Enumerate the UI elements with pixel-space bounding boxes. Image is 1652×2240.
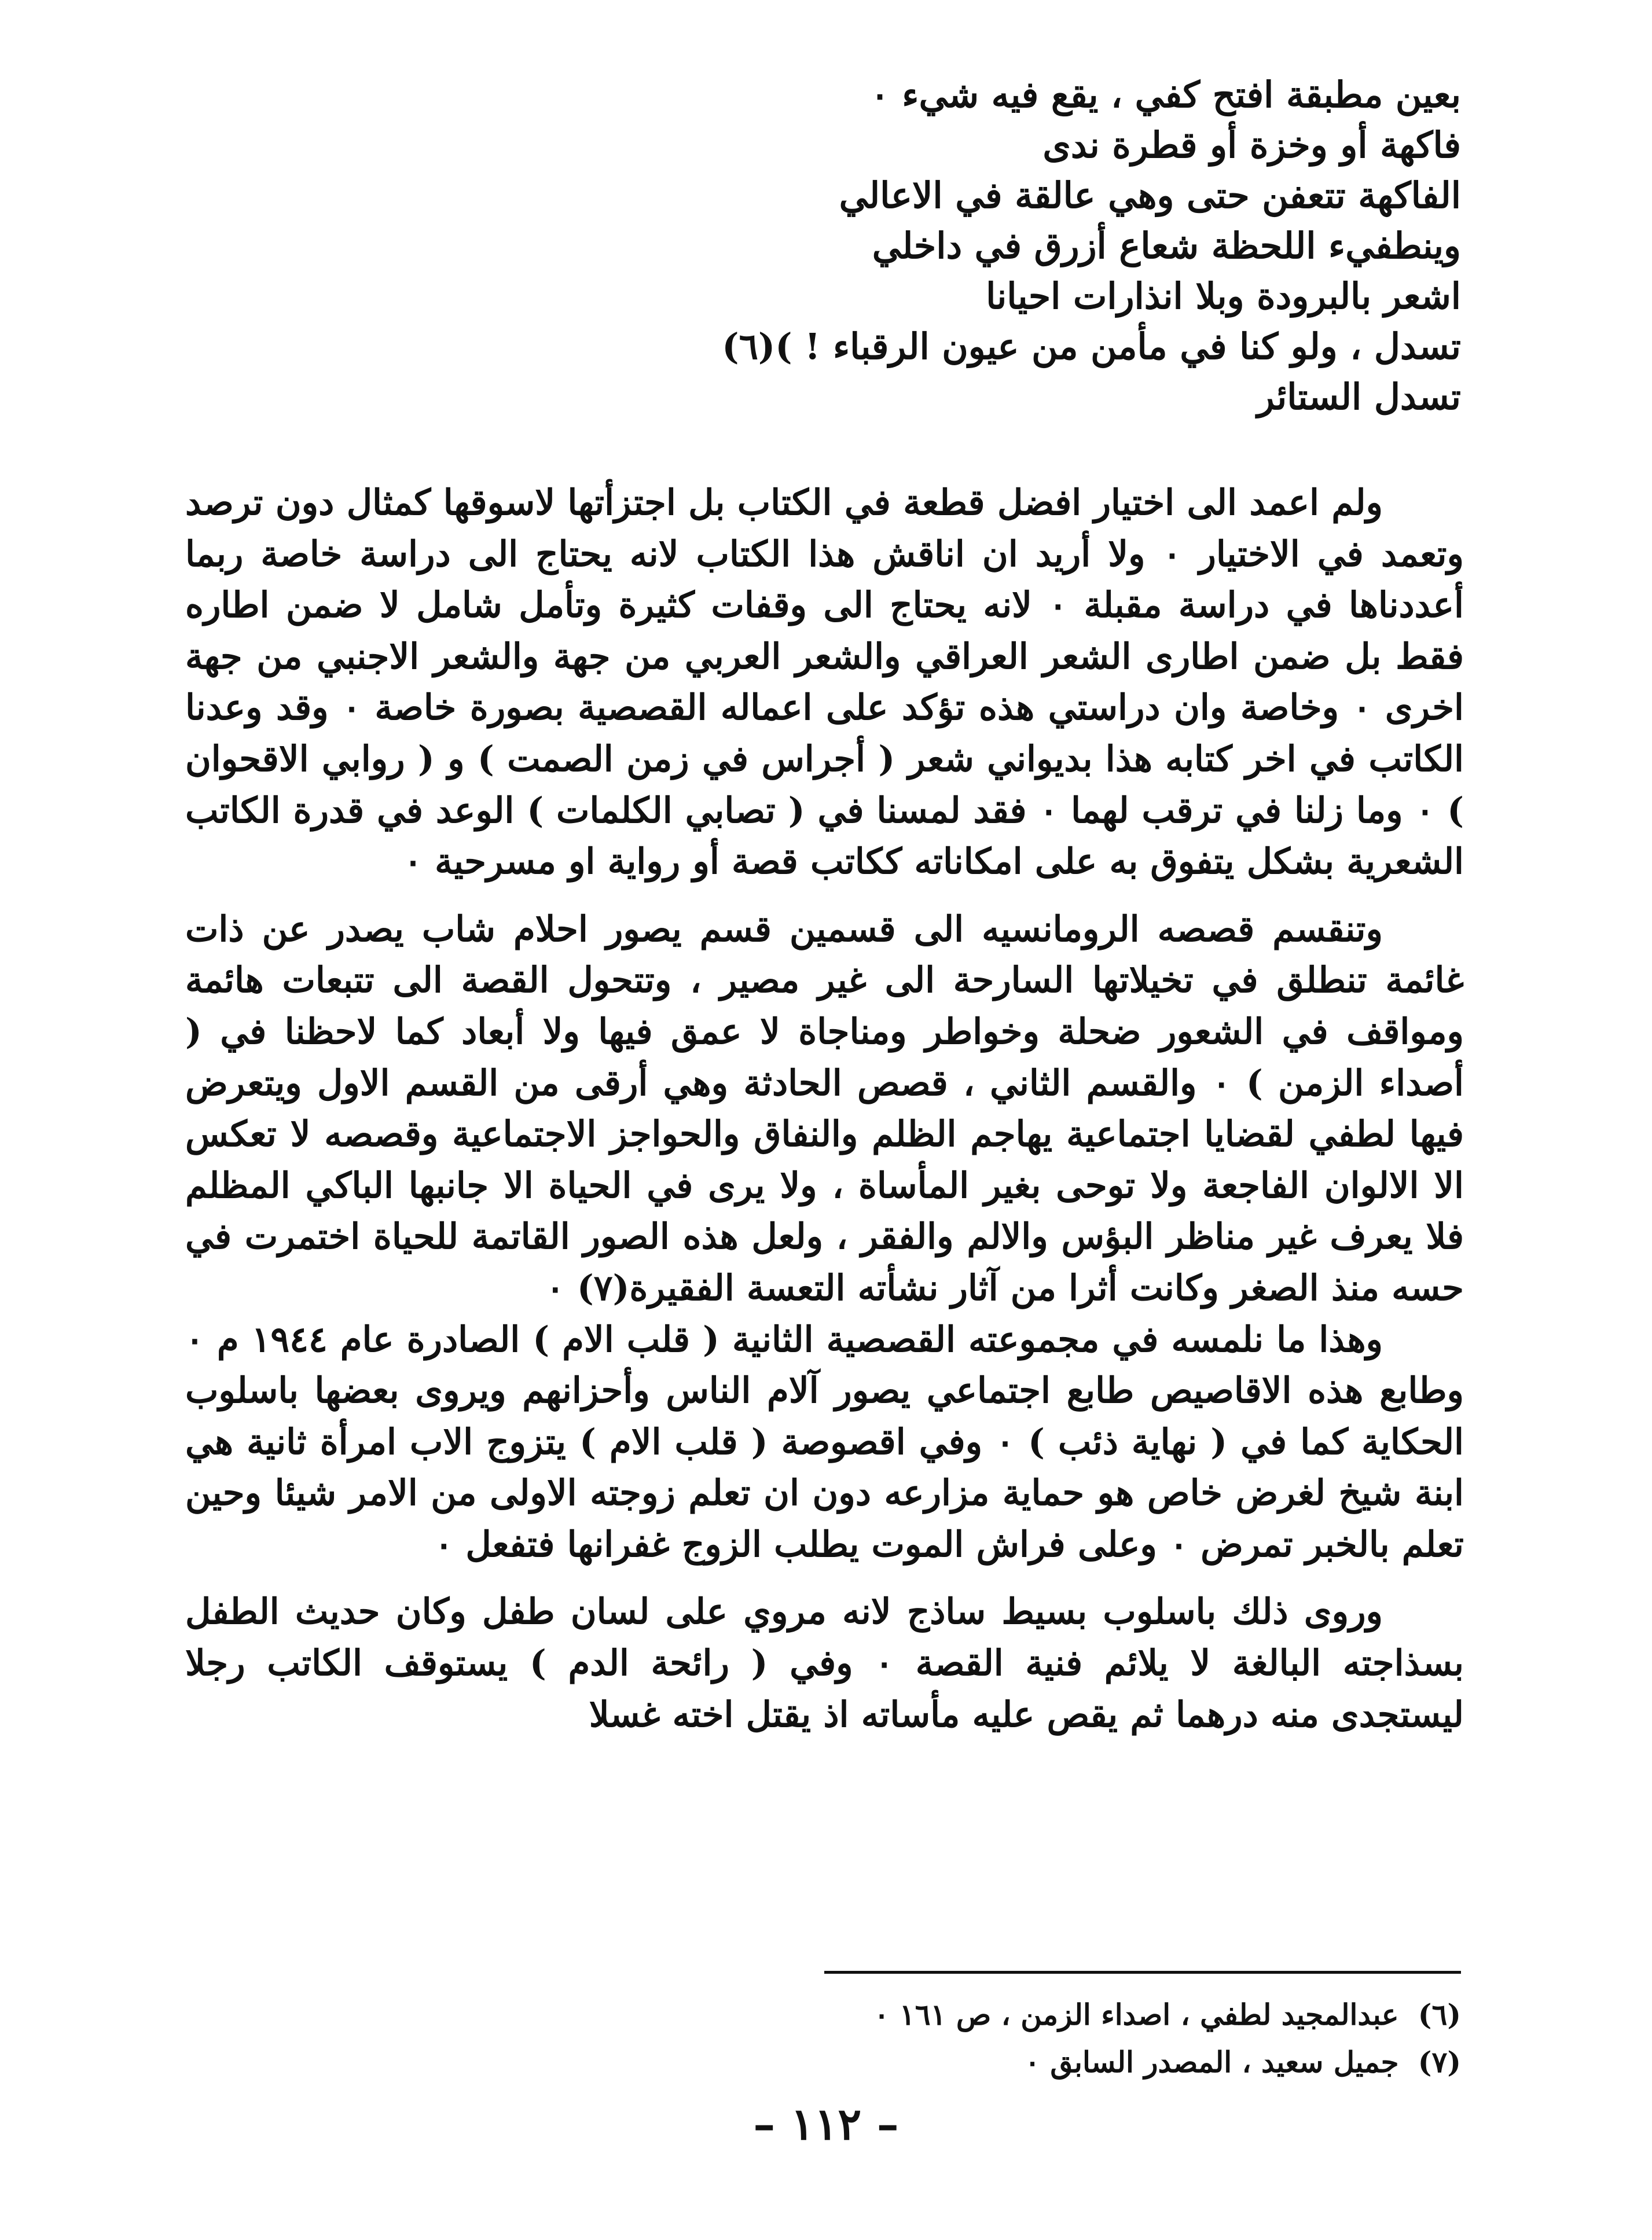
poem-line: اشعر بالبرودة وبلا انذارات احيانا [986,275,1461,317]
footnote [651,2039,1461,2086]
poem-line: بعين مطبقة افتح كفي ، يقع فيه شيء ٠ [870,74,1461,116]
body-text [185,478,1464,1757]
footnote [651,1991,1461,2039]
page-number: – ١١٢ – [753,2098,899,2150]
footnote-number: (٦) [1418,1997,1461,2032]
footnote-text: عبدالمجيد لطفي ، اصداء الزمن ، ص ١٦١ ٠ [873,1997,1399,2032]
footnote-separator [824,1971,1461,1974]
paragraph: ولم اعمد الى اختيار افضل قطعة في الكتاب بل اجتزأتها لاسوقها كمثال دون ترصد وتعمد في الاختيار ٠ ولا أريد ان اناقش هذا الكتاب لانه يحتاج الى دراسة خاصة ربما أعددناها في دراسة مقبلة ٠ لانه يحتاج الى وقفات كثيرة وتأمل شامل لا ضمن اطاره فقط بل ضمن اطارى الشعر العراقي والشعر العربي من جهة والشعر الاجنبي من جهة اخرى ٠ وخاصة وان دراستي هذه تؤكد على اعماله القصصية بصورة خاصة ٠ وقد وعدنا الكاتب في اخر كتابه هذا بديواني شعر ( أجراس في زمن الصمت ) و ( روابي الاقحوان ) ٠ وما زلنا في ترقب لهما ٠ فقد لمسنا في ( تصابي الكلمات ) الوعد في قدرة الكاتب الشعرية بشكل يتفوق به على امكاناته ككاتب قصة أو رواية او مسرحية ٠ [185,482,1464,883]
poem-line: الفاكهة تتعفن حتى وهي عالقة في الاعالي [839,174,1461,216]
footnote-text: جميل سعيد ، المصدر السابق ٠ [1025,2045,1399,2079]
paragraph: وروى ذلك باسلوب بسيط ساذج لانه مروي على لسان طفل وكان حديث الطفل بسذاجته البالغة لا يلائم فنية القصة ٠ وفي ( رائحة الدم ) يستوقف الكاتب رجلا ليستجدى منه درهما ثم يقص عليه مأساته اذ يقتل اخته غسلا [185,1591,1464,1735]
poem-line: وينطفيء اللحظة شعاع أزرق في داخلي [872,225,1461,267]
paragraph: وتنقسم قصصه الرومانسيه الى قسمين قسم يصور احلام شاب يصدر عن ذات غائمة تنطلق في تخيلاتها السارحة الى غير مصير ، وتتحول القصة الى تتبعات هائمة ومواقف في الشعور ضحلة وخواطر ومناجاة لا عمق فيها ولا أبعاد كما لاحظنا في ( أصداء الزمن ) ٠ والقسم الثاني ، قصص الحادثة وهي أرقى من القسم الاول ويتعرض فيها لطفي لقضايا اجتماعية يهاجم الظلم والنفاق والحواجز الاجتماعية وقصصه لا تعكس الا الالوان الفاجعة ولا توحى بغير المأساة ، ولا يرى في الحياة الا جانبها الباكي المظلم فلا يعرف غير مناظر البؤس والالم والفقر ، ولعل هذه الصور القاتمة للحياة اختمرت في حسه منذ الصغر وكانت أثرا من آثار نشأته التعسة الفقيرة(٧) ٠ [185,908,1464,1309]
poem-line: فاكهة أو وخزة أو قطرة ندى [1042,124,1461,166]
poem-line: تسدل الستائر [1257,376,1461,418]
paragraph: وهذا ما نلمسه في مجموعته القصصية الثانية ( قلب الام ) الصادرة عام ١٩٤٤ م ٠ وطابع هذه الاقاصيص طابع اجتماعي يصور آلام الناس وأحزانهم ويروى بعضها باسلوب الحكاية كما في ( نهاية ذئب ) ٠ وفي اقصوصة ( قلب الام ) يتزوج الاب امرأة ثانية هي ابنة شيخ لغرض خاص هو حماية مزارعه دون ان تعلم زوجته الاولى من الامر شيئا وحين تعلم بالخبر تمرض ٠ وعلى فراش الموت يطلب الزوج غفرانها فتفعل ٠ [185,1319,1464,1565]
footnote-number: (٧) [1418,2045,1461,2079]
footnotes [651,1991,1461,2086]
poem-block [622,69,1461,422]
poem-line: تسدل ، ولو كنا في مأمن من عيون الرقباء ! )(٦) [722,325,1461,368]
